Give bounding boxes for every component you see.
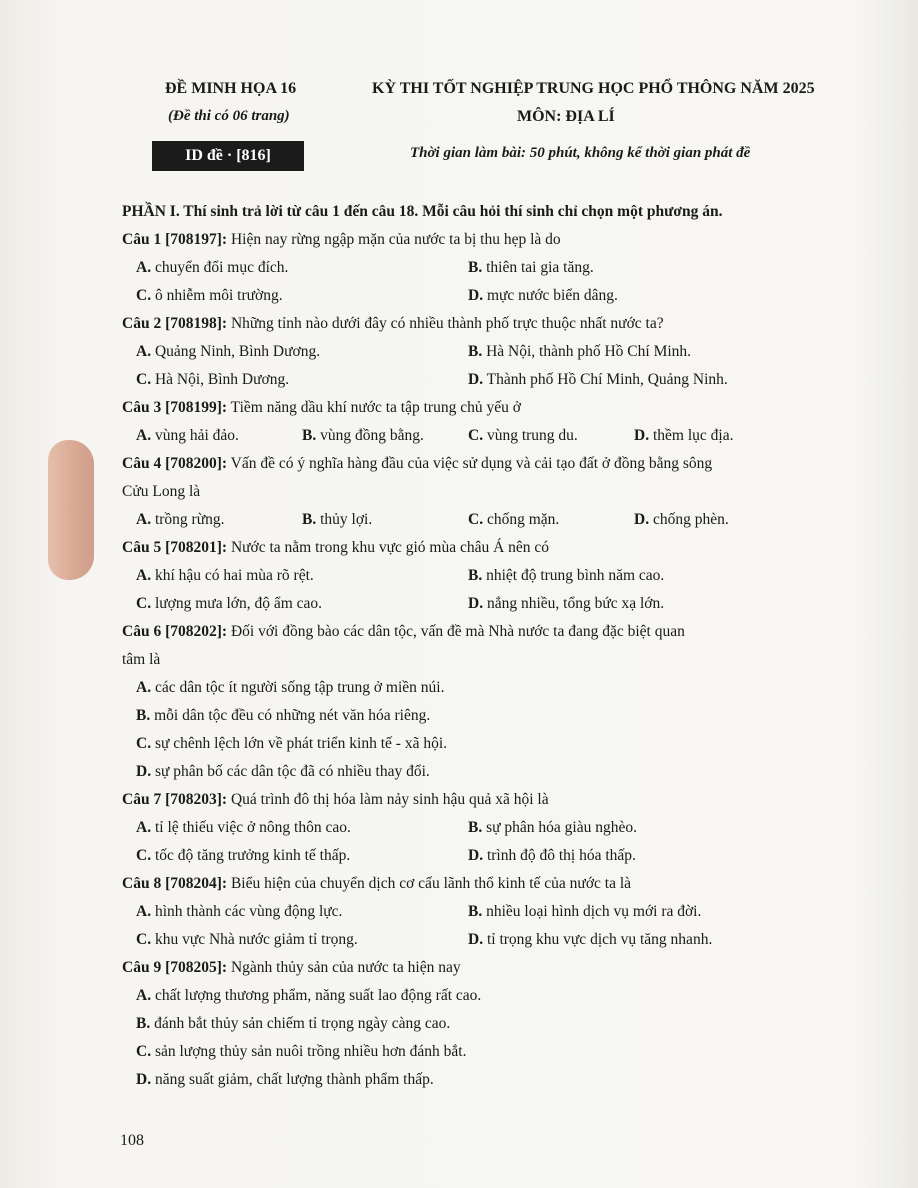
option-b[interactable]: B. thủy lợi.	[302, 511, 373, 528]
option-a[interactable]: A. khí hậu có hai mùa rõ rệt.	[136, 567, 314, 584]
option-d[interactable]: D. Thành phố Hồ Chí Minh, Quảng Ninh.	[468, 371, 728, 388]
options-row	[122, 590, 832, 618]
question-stem: Ngành thủy sản của nước ta hiện nay	[227, 959, 461, 976]
option-c[interactable]: C. tốc độ tăng trưởng kinh tế thấp.	[136, 847, 351, 864]
option-c[interactable]: C. Hà Nội, Bình Dương.	[136, 371, 290, 388]
question-6	[122, 618, 832, 646]
question-stem: Vấn đề có ý nghĩa hàng đầu của việc sử dụng và cải tạo đất ở đồng bằng sông	[227, 455, 713, 472]
question-label: Câu 4 [708200]:	[122, 455, 228, 472]
question-label: Câu 6 [708202]:	[122, 623, 228, 640]
options-row	[122, 898, 832, 926]
option-c[interactable]: C. ô nhiễm môi trường.	[136, 287, 283, 304]
option-b[interactable]: B. mỗi dân tộc đều có những nét văn hóa riêng.	[136, 707, 431, 724]
question-label: Câu 1 [708197]:	[122, 231, 228, 248]
option-a[interactable]: A. các dân tộc ít người sống tập trung ở miền núi.	[136, 679, 445, 696]
option-a[interactable]: A. chuyển đổi mục đích.	[136, 259, 289, 276]
option-d[interactable]: D. trình độ đô thị hóa thấp.	[468, 847, 636, 864]
page-count-note: (Đề thi có 06 trang)	[168, 108, 290, 124]
question-9	[122, 954, 832, 982]
option-a[interactable]: A. trồng rừng.	[136, 511, 225, 528]
question-2	[122, 310, 832, 338]
option-d[interactable]: D. sự phân bố các dân tộc đã có nhiều thay đổi.	[136, 763, 430, 780]
bleed-through-header	[120, 30, 900, 58]
time-note: Thời gian làm bài: 50 phút, không kể thời gian phát đề	[410, 145, 751, 161]
question-label: Câu 2 [708198]:	[122, 315, 228, 332]
options-row	[122, 338, 832, 366]
question-list	[122, 198, 832, 1094]
page-number: 108	[120, 1132, 144, 1149]
options-row	[122, 562, 832, 590]
option-b[interactable]: B. thiên tai gia tăng.	[468, 259, 594, 276]
question-label: Câu 7 [708203]:	[122, 791, 228, 808]
option-b[interactable]: B. Hà Nội, thành phố Hồ Chí Minh.	[468, 343, 692, 360]
question-label: Câu 9 [708205]:	[122, 959, 228, 976]
options-row	[122, 814, 832, 842]
option-d[interactable]: D. chống phèn.	[634, 511, 729, 528]
option-d[interactable]: D. mực nước biển dâng.	[468, 287, 618, 304]
option-a[interactable]: A. vùng hải đảo.	[136, 427, 239, 444]
option-d[interactable]: D. năng suất giảm, chất lượng thành phẩm thấp.	[136, 1071, 434, 1088]
option-c[interactable]: C. chống mặn.	[468, 511, 560, 528]
option-c[interactable]: C. sản lượng thủy sản nuôi trồng nhiều hơn đánh bắt.	[136, 1043, 467, 1060]
thumb-shadow	[48, 440, 94, 580]
question-1	[122, 226, 832, 254]
option-b[interactable]: B. vùng đồng bằng.	[302, 427, 424, 444]
question-stem: Nước ta nằm trong khu vực gió mùa châu Á nên có	[227, 539, 550, 556]
option-a[interactable]: A. hình thành các vùng động lực.	[136, 903, 343, 920]
question-stem: Đối với đồng bào các dân tộc, vấn đề mà Nhà nước ta đang đặc biệt quan	[227, 623, 685, 640]
question-stem: Hiện nay rừng ngập mặn của nước ta bị thu hẹp là do	[227, 231, 561, 248]
option-d[interactable]: D. thềm lục địa.	[634, 427, 734, 444]
options-row	[122, 506, 832, 534]
question-8	[122, 870, 832, 898]
options-row	[122, 842, 832, 870]
option-b[interactable]: B. nhiều loại hình dịch vụ mới ra đời.	[468, 903, 702, 920]
section-title: PHẦN I. Thí sinh trả lời từ câu 1 đến câu 18. Mỗi câu hỏi thí sinh chỉ chọn một phương án.	[122, 203, 723, 220]
exam-title: KỲ THI TỐT NGHIỆP TRUNG HỌC PHỔ THÔNG NĂM 2025	[372, 80, 815, 97]
question-7	[122, 786, 832, 814]
question-3	[122, 394, 832, 422]
question-label: Câu 8 [708204]:	[122, 875, 228, 892]
option-b[interactable]: B. nhiệt độ trung bình năm cao.	[468, 567, 665, 584]
option-c[interactable]: C. sự chênh lệch lớn về phát triển kinh tế - xã hội.	[136, 735, 448, 752]
option-c[interactable]: C. lượng mưa lớn, độ ẩm cao.	[136, 595, 323, 612]
option-c[interactable]: C. vùng trung du.	[468, 427, 578, 444]
option-c[interactable]: C. khu vực Nhà nước giảm tỉ trọng.	[136, 931, 358, 948]
option-d[interactable]: D. nắng nhiều, tổng bức xạ lớn.	[468, 595, 665, 612]
options-row	[122, 926, 832, 954]
question-4	[122, 450, 832, 478]
options-row	[122, 282, 832, 310]
question-stem: Quá trình đô thị hóa làm nảy sinh hậu quả xã hội là	[227, 791, 549, 808]
exam-id-badge: ID đề · [816]	[152, 141, 304, 171]
option-d[interactable]: D. tỉ trọng khu vực dịch vụ tăng nhanh.	[468, 931, 713, 948]
question-stem: Những tỉnh nào dưới đây có nhiều thành phố trực thuộc nhất nước ta?	[227, 315, 664, 332]
question-6-stem-continued: tâm là	[122, 651, 161, 668]
question-4-stem-continued: Cửu Long là	[122, 483, 201, 500]
exam-name: ĐỀ MINH HỌA 16	[165, 80, 297, 97]
question-label: Câu 5 [708201]:	[122, 539, 228, 556]
question-label: Câu 3 [708199]:	[122, 399, 228, 416]
option-a[interactable]: A. Quảng Ninh, Bình Dương.	[136, 343, 321, 360]
options-row	[122, 366, 832, 394]
question-5	[122, 534, 832, 562]
options-row	[122, 254, 832, 282]
question-stem: Tiềm năng dầu khí nước ta tập trung chủ yếu ở	[227, 399, 521, 416]
option-a[interactable]: A. tỉ lệ thiếu việc ở nông thôn cao.	[136, 819, 351, 836]
subject: MÔN: ĐỊA LÍ	[517, 108, 615, 125]
options-row	[122, 422, 832, 450]
option-a[interactable]: A. chất lượng thương phẩm, năng suất lao động rất cao.	[136, 987, 482, 1004]
option-b[interactable]: B. đánh bắt thủy sản chiếm tỉ trọng ngày càng cao.	[136, 1015, 451, 1032]
option-b[interactable]: B. sự phân hóa giàu nghèo.	[468, 819, 637, 836]
question-stem: Biểu hiện của chuyển dịch cơ cấu lãnh thổ kinh tế của nước ta là	[227, 875, 632, 892]
